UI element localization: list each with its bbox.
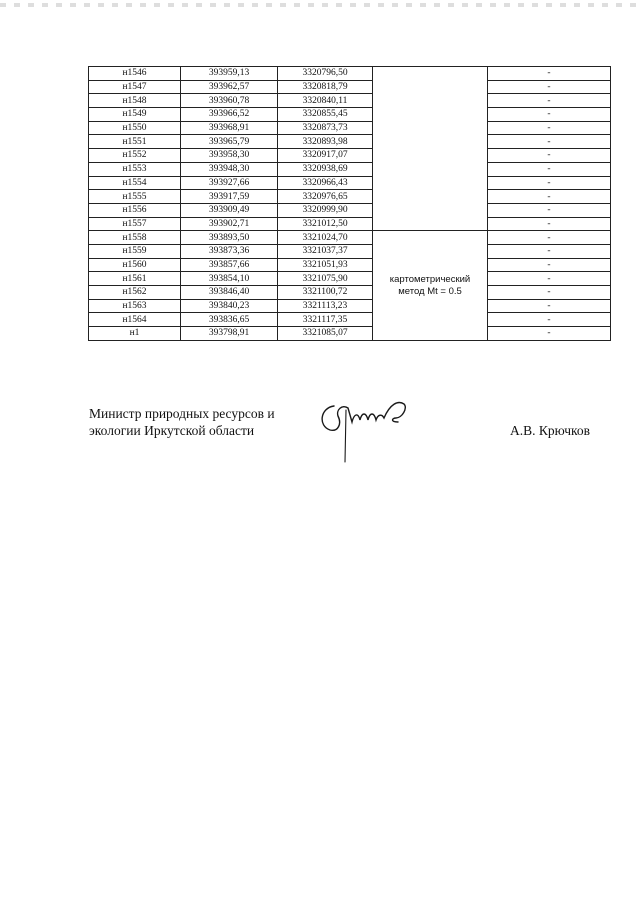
mark-cell: - [488,244,611,258]
point-id-cell: н1562 [89,286,181,300]
point-id-cell: н1548 [89,94,181,108]
y-coordinate-cell: 3320855,45 [278,108,373,122]
minister-title [89,405,275,439]
table-row [89,108,611,122]
minister-title-line-2: экологии Иркутской области [89,423,255,438]
x-coordinate-cell: 393840,23 [181,299,278,313]
table-row [89,190,611,204]
point-id-cell: н1550 [89,121,181,135]
x-coordinate-cell: 393959,13 [181,67,278,81]
point-id-cell: н1546 [89,67,181,81]
x-coordinate-cell: 393846,40 [181,286,278,300]
mark-cell: - [488,231,611,245]
mark-cell: - [488,313,611,327]
x-coordinate-cell: 393857,66 [181,258,278,272]
table-row [89,313,611,327]
table-row [89,135,611,149]
table-row [89,272,611,286]
mark-cell: - [488,327,611,341]
x-coordinate-cell: 393902,71 [181,217,278,231]
table-row [89,327,611,341]
method-cell-empty [373,67,488,231]
mark-cell: - [488,162,611,176]
method-accuracy: метод Mt = 0.5 [398,285,462,297]
coordinates-table-body [89,67,611,341]
table-row [89,231,611,245]
point-id-cell: н1559 [89,244,181,258]
point-id-cell: н1549 [89,108,181,122]
y-coordinate-cell: 3320966,43 [278,176,373,190]
table-row [89,149,611,163]
y-coordinate-cell: 3320873,73 [278,121,373,135]
x-coordinate-cell: 393917,59 [181,190,278,204]
table-row [89,80,611,94]
point-id-cell: н1547 [89,80,181,94]
x-coordinate-cell: 393927,66 [181,176,278,190]
x-coordinate-cell: 393909,49 [181,203,278,217]
mark-cell: - [488,176,611,190]
table-row [89,203,611,217]
point-id-cell: н1556 [89,203,181,217]
table-row [89,258,611,272]
y-coordinate-cell: 3320796,50 [278,67,373,81]
coordinates-table [88,66,611,341]
mark-cell: - [488,67,611,81]
y-coordinate-cell: 3320893,98 [278,135,373,149]
y-coordinate-cell: 3321051,93 [278,258,373,272]
scan-artifact-top [0,3,640,7]
mark-cell: - [488,135,611,149]
signatory-name: А.В. Крючков [510,423,590,438]
table-row [89,121,611,135]
table-row [89,67,611,81]
point-id-cell: н1558 [89,231,181,245]
point-id-cell: н1560 [89,258,181,272]
y-coordinate-cell: 3321100,72 [278,286,373,300]
table-row [89,176,611,190]
y-coordinate-cell: 3320917,07 [278,149,373,163]
point-id-cell: н1 [89,327,181,341]
point-id-cell: н1552 [89,149,181,163]
x-coordinate-cell: 393893,50 [181,231,278,245]
point-id-cell: н1564 [89,313,181,327]
x-coordinate-cell: 393958,30 [181,149,278,163]
y-coordinate-cell: 3320840,11 [278,94,373,108]
mark-cell: - [488,272,611,286]
y-coordinate-cell: 3321012,50 [278,217,373,231]
mark-cell: - [488,286,611,300]
y-coordinate-cell: 3320999,90 [278,203,373,217]
mark-cell: - [488,258,611,272]
mark-cell: - [488,217,611,231]
x-coordinate-cell: 393960,78 [181,94,278,108]
x-coordinate-cell: 393962,57 [181,80,278,94]
mark-cell: - [488,108,611,122]
point-id-cell: н1563 [89,299,181,313]
mark-cell: - [488,121,611,135]
x-coordinate-cell: 393966,52 [181,108,278,122]
table-row [89,94,611,108]
point-id-cell: н1561 [89,272,181,286]
mark-cell: - [488,190,611,204]
table-row [89,162,611,176]
table-row [89,217,611,231]
point-id-cell: н1554 [89,176,181,190]
table-row [89,299,611,313]
y-coordinate-cell: 3321113,23 [278,299,373,313]
mark-cell: - [488,80,611,94]
y-coordinate-cell: 3321117,35 [278,313,373,327]
x-coordinate-cell: 393968,91 [181,121,278,135]
minister-title-line-1: Министр природных ресурсов и [89,406,275,421]
y-coordinate-cell: 3320976,65 [278,190,373,204]
mark-cell: - [488,94,611,108]
y-coordinate-cell: 3321024,70 [278,231,373,245]
x-coordinate-cell: 393854,10 [181,272,278,286]
y-coordinate-cell: 3321085,07 [278,327,373,341]
mark-cell: - [488,149,611,163]
table-row [89,244,611,258]
point-id-cell: н1557 [89,217,181,231]
mark-cell: - [488,203,611,217]
x-coordinate-cell: 393798,91 [181,327,278,341]
method-cell [373,231,488,341]
y-coordinate-cell: 3320818,79 [278,80,373,94]
method-label: картометрический [389,273,471,285]
y-coordinate-cell: 3321075,90 [278,272,373,286]
point-id-cell: н1551 [89,135,181,149]
y-coordinate-cell: 3321037,37 [278,244,373,258]
x-coordinate-cell: 393873,36 [181,244,278,258]
x-coordinate-cell: 393836,65 [181,313,278,327]
mark-cell: - [488,299,611,313]
point-id-cell: н1553 [89,162,181,176]
x-coordinate-cell: 393948,30 [181,162,278,176]
x-coordinate-cell: 393965,79 [181,135,278,149]
point-id-cell: н1555 [89,190,181,204]
signature-mark [312,396,412,466]
table-row [89,286,611,300]
y-coordinate-cell: 3320938,69 [278,162,373,176]
